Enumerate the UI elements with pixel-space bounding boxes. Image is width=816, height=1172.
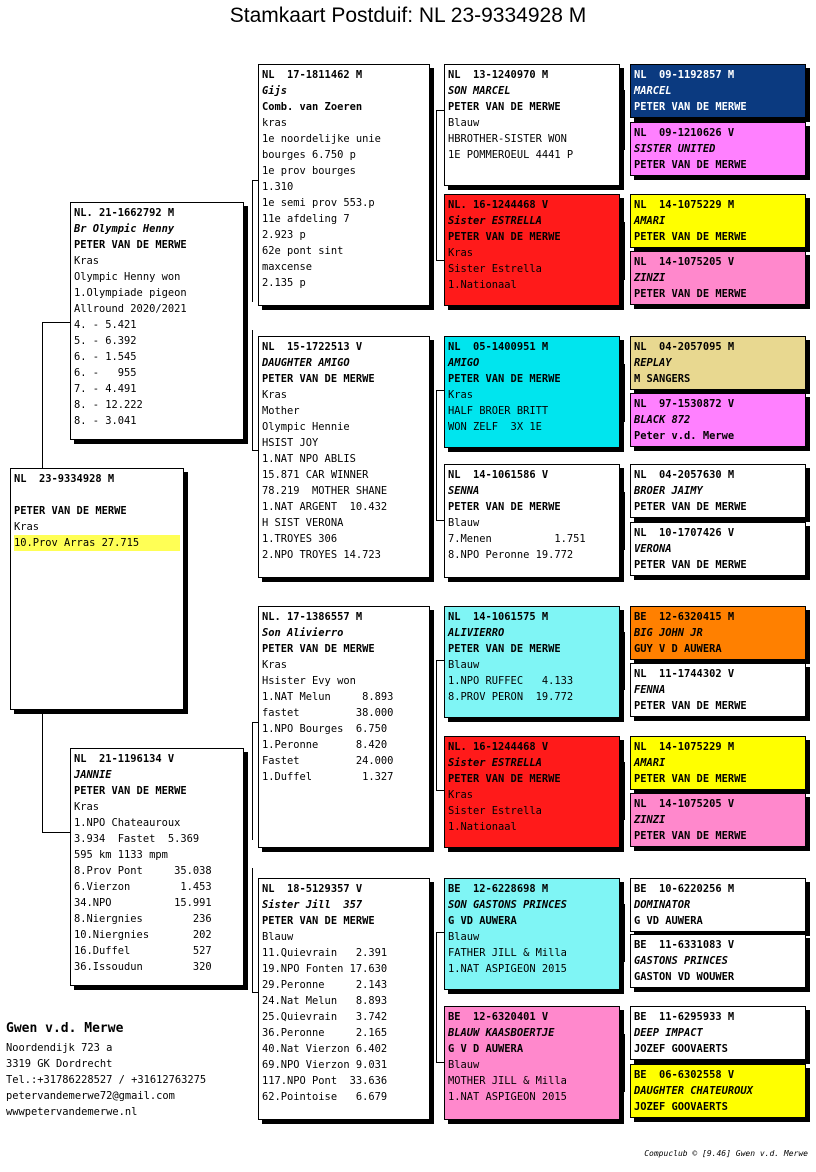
pigeon-info-line: M SANGERS: [634, 373, 691, 385]
pigeon-card-mother-mother[interactable]: [258, 878, 430, 1120]
ring-number: BE 06-6302558 V: [634, 1069, 735, 1081]
pigeon-info-line: Blauw: [448, 931, 480, 943]
pigeon-info-line: 1.Duffel 1.327: [262, 771, 394, 783]
footer-credit: Compuclub © [9.46] Gwen v.d. Merwe: [644, 1149, 808, 1158]
pigeon-info-line: 1.NPO Bourges 6.750: [262, 723, 388, 735]
pigeon-info-line: Sister Estrella: [448, 263, 542, 275]
pigeon-info-line: Kras: [448, 789, 474, 801]
connector-line: [624, 222, 625, 280]
ring-number: NL. 16-1244468 V: [448, 741, 549, 753]
pigeon-name: AMARI: [634, 215, 666, 227]
pigeon-info-line: 1e prov bourges: [262, 165, 356, 177]
pigeon-card-gen4-10[interactable]: [630, 663, 806, 717]
pigeon-info-line: 8. - 12.222: [74, 399, 143, 411]
pigeon-card-gen3-8[interactable]: [444, 1006, 620, 1120]
pigeon-name: Sister ESTRELLA: [448, 757, 542, 769]
pigeon-card-gen3-3[interactable]: [444, 336, 620, 448]
pigeon-info-line: 11e afdeling 7: [262, 213, 350, 225]
ring-number: NL 14-1075229 M: [634, 741, 735, 753]
connector-line: [436, 260, 444, 261]
pigeon-info-line: 8.NPO Peronne 19.772: [448, 549, 574, 561]
pigeon-info-line: Sister Estrella: [448, 805, 542, 817]
pigeon-info-line: 1.NAT NPO ABLIS: [262, 453, 356, 465]
pigeon-card-gen4-9[interactable]: [630, 606, 806, 660]
ring-number: NL 04-2057095 M: [634, 341, 735, 353]
connector-line: [252, 330, 253, 450]
connector-line: [436, 390, 437, 520]
connector-line: [436, 110, 437, 260]
pigeon-info-line: bourges 6.750 p: [262, 149, 356, 161]
pigeon-info-line: H SIST VERONA: [262, 517, 344, 529]
pigeon-card-gen4-2[interactable]: [630, 122, 806, 176]
pigeon-info-line: Blauw: [448, 1059, 480, 1071]
pigeon-name: BLACK 872: [634, 414, 691, 426]
pigeon-info-line: PETER VAN DE MERWE: [448, 773, 561, 785]
pigeon-card-father-mother[interactable]: [258, 336, 430, 578]
pigeon-info-line: 1.NAT ASPIGEON 2015: [448, 963, 567, 975]
ring-number: NL 21-1196134 V: [74, 753, 175, 765]
pigeon-info-line: G VD AUWERA: [448, 915, 517, 927]
pigeon-info-line: HSIST JOY: [262, 437, 319, 449]
pigeon-info-line: 1e semi prov 553.p: [262, 197, 375, 209]
connector-line: [624, 904, 625, 962]
connector-line: [436, 1062, 444, 1063]
pigeon-card-gen4-4[interactable]: [630, 251, 806, 305]
pigeon-info-line: Fastet 24.000: [262, 755, 394, 767]
pigeon-card-gen4-3[interactable]: [630, 194, 806, 248]
breeder-info: [6, 1018, 206, 1120]
ring-number: BE 10-6220256 M: [634, 883, 735, 895]
pigeon-info-line: PETER VAN DE MERWE: [262, 915, 375, 927]
pigeon-card-gen4-15[interactable]: [630, 1006, 806, 1060]
connector-line: [42, 322, 70, 323]
pigeon-name: BIG JOHN JR: [634, 627, 703, 639]
pigeon-info-line: PETER VAN DE MERWE: [448, 231, 561, 243]
pigeon-info-line: HALF BROER BRITT: [448, 405, 549, 417]
pigeon-name: DOMINATOR: [634, 899, 691, 911]
pigeon-info-line: 1.NAT ASPIGEON 2015: [448, 1091, 567, 1103]
pigeon-card-gen3-5[interactable]: [444, 606, 620, 718]
pigeon-info-line: kras: [262, 117, 288, 129]
pigeon-name: AMARI: [634, 757, 666, 769]
pigeon-info-line: 595 km 1133 mpm: [74, 849, 168, 861]
pigeon-card-main[interactable]: [10, 468, 184, 710]
connector-line: [42, 712, 43, 832]
pigeon-info-line: 36.Issoudun 320: [74, 961, 212, 973]
pigeon-info-line: 1.Nationaal: [448, 279, 517, 291]
pigeon-info-line: 3.934 Fastet 5.369: [74, 833, 200, 845]
pigeon-info-line: Hsister Evy won: [262, 675, 356, 687]
pigeon-info-line: PETER VAN DE MERWE: [634, 159, 747, 171]
ring-number: NL 14-1075229 M: [634, 199, 735, 211]
pigeon-info-line: 10.Prov Arras 27.715: [14, 535, 180, 551]
pigeon-info-line: 25.Quievrain 3.742: [262, 1011, 388, 1023]
pigeon-info-line: PETER VAN DE MERWE: [262, 643, 375, 655]
pigeon-info-line: 2.923 p: [262, 229, 306, 241]
pigeon-info-line: MOTHER JILL & Milla: [448, 1075, 567, 1087]
pigeon-info-line: Peter v.d. Merwe: [634, 430, 735, 442]
connector-line: [624, 492, 625, 550]
pigeon-info-line: 8.PROV PERON 19.772: [448, 691, 574, 703]
pigeon-info-line: [14, 487, 180, 503]
pigeon-card-gen3-7[interactable]: [444, 878, 620, 990]
pigeon-info-line: PETER VAN DE MERWE: [634, 288, 747, 300]
pigeon-name: SON MARCEL: [448, 85, 511, 97]
pigeon-info-line: 62e pont sint: [262, 245, 344, 257]
pigeon-card-gen4-6[interactable]: [630, 393, 806, 447]
pigeon-info-line: 1.NAT Melun 8.893: [262, 691, 394, 703]
pigeon-info-line: Blauw: [448, 117, 480, 129]
ring-number: NL 13-1240970 M: [448, 69, 549, 81]
pigeon-name: SENNA: [448, 485, 480, 497]
ring-number: NL 15-1722513 V: [262, 341, 363, 353]
pigeon-info-line: PETER VAN DE MERWE: [634, 773, 747, 785]
pigeon-name: ALIVIERRO: [448, 627, 505, 639]
pigeon-info-line: Comb. van Zoeren: [262, 101, 363, 113]
pigeon-name: ZINZI: [634, 272, 666, 284]
pigeon-info-line: JOZEF GOOVAERTS: [634, 1101, 728, 1113]
pigeon-info-line: 2.NPO TROYES 14.723: [262, 549, 381, 561]
pigeon-info-line: Kras: [74, 801, 100, 813]
connector-line: [624, 364, 625, 422]
pigeon-info-line: PETER VAN DE MERWE: [634, 101, 747, 113]
connector-line: [436, 660, 437, 790]
ring-number: NL 14-1075205 V: [634, 256, 735, 268]
pigeon-card-mother[interactable]: [70, 748, 244, 986]
connector-line: [436, 790, 444, 791]
pigeon-info-line: PETER VAN DE MERWE: [634, 559, 747, 571]
pigeon-info-line: GASTON VD WOUWER: [634, 971, 735, 983]
pigeon-info-line: PETER VAN DE MERWE: [262, 373, 375, 385]
pigeon-info-line: Kras: [262, 389, 288, 401]
pigeon-info-line: 4. - 5.421: [74, 319, 137, 331]
pigeon-info-line: maxcense: [262, 261, 313, 273]
pigeon-info-line: 1.NPO RUFFEC 4.133: [448, 675, 574, 687]
pigeon-info-line: 8.Prov Pont 35.038: [74, 865, 212, 877]
breeder-name: Gwen v.d. Merwe: [6, 1021, 124, 1036]
pigeon-info-line: 7. - 4.491: [74, 383, 137, 395]
pigeon-info-line: Kras: [448, 247, 474, 259]
connector-line: [624, 1034, 625, 1092]
pigeon-name: MARCEL: [634, 85, 672, 97]
pigeon-info-line: 8.Niergnies 236: [74, 913, 212, 925]
ring-number: NL. 21-1662792 M: [74, 207, 175, 219]
pigeon-info-line: PETER VAN DE MERWE: [448, 501, 561, 513]
pigeon-card-gen3-1[interactable]: [444, 64, 620, 186]
breeder-address-line2: 3319 GK Dordrecht: [6, 1058, 113, 1070]
pigeon-card-father-father[interactable]: [258, 64, 430, 306]
pigeon-info-line: 19.NPO Fonten 17.630: [262, 963, 388, 975]
pigeon-name: Br Olympic Henny: [74, 223, 175, 235]
breeder-address-line1: Noordendijk 723 a: [6, 1042, 113, 1054]
pigeon-info-line: PETER VAN DE MERWE: [448, 373, 561, 385]
pigeon-info-line: 78.219 MOTHER SHANE: [262, 485, 388, 497]
pigeon-info-line: 11.Quievrain 2.391: [262, 947, 388, 959]
ring-number: NL. 16-1244468 V: [448, 199, 549, 211]
ring-number: BE 11-6331083 V: [634, 939, 735, 951]
ring-number: BE 12-6320401 V: [448, 1011, 549, 1023]
pigeon-info-line: 1.TROYES 306: [262, 533, 338, 545]
pigeon-info-line: Kras: [448, 389, 474, 401]
pigeon-info-line: 6. - 955: [74, 367, 137, 379]
pigeon-info-line: 1.NAT ARGENT 10.432: [262, 501, 388, 513]
ring-number: NL 04-2057630 M: [634, 469, 735, 481]
pigeon-info-line: 5. - 6.392: [74, 335, 137, 347]
pigeon-card-gen4-8[interactable]: [630, 522, 806, 576]
pigeon-card-gen4-13[interactable]: [630, 878, 806, 932]
pigeon-info-line: PETER VAN DE MERWE: [74, 239, 187, 251]
connector-line: [42, 322, 43, 468]
pigeon-info-line: 10.Niergnies 202: [74, 929, 212, 941]
pigeon-info-line: 29.Peronne 2.143: [262, 979, 388, 991]
pigeon-card-gen3-4[interactable]: [444, 464, 620, 578]
pigeon-name: DEEP IMPACT: [634, 1027, 703, 1039]
pigeon-info-line: Blauw: [448, 659, 480, 671]
ring-number: NL 10-1707426 V: [634, 527, 735, 539]
pigeon-name: Gijs: [262, 85, 288, 97]
ring-number: BE 12-6320415 M: [634, 611, 735, 623]
pigeon-name: REPLAY: [634, 357, 672, 369]
connector-line: [624, 762, 625, 820]
ring-number: NL 05-1400951 M: [448, 341, 549, 353]
pigeon-info-line: Kras: [262, 659, 288, 671]
pigeon-info-line: 1.Peronne 8.420: [262, 739, 388, 751]
pigeon-name: Sister Jill 357: [262, 899, 363, 911]
pigeon-info-line: PETER VAN DE MERWE: [448, 101, 561, 113]
pigeon-card-gen4-16[interactable]: [630, 1064, 806, 1118]
ring-number: NL 97-1530872 V: [634, 398, 735, 410]
pigeon-info-line: Kras: [14, 521, 40, 533]
pigeon-name: GASTONS PRINCES: [634, 955, 728, 967]
pigeon-info-line: 1.Olympiade pigeon: [74, 287, 187, 299]
pigeon-info-line: PETER VAN DE MERWE: [634, 700, 747, 712]
pigeon-name: SON GASTONS PRINCES: [448, 899, 567, 911]
ring-number: BE 12-6228698 M: [448, 883, 549, 895]
pigeon-card-gen4-11[interactable]: [630, 736, 806, 790]
pigeon-info-line: FATHER JILL & Milla: [448, 947, 567, 959]
pigeon-info-line: 40.Nat Vierzon 6.402: [262, 1043, 388, 1055]
pigeon-info-line: 7.Menen 1.751: [448, 533, 586, 545]
connector-line: [252, 868, 253, 992]
pigeon-info-line: WON ZELF 3X 1E: [448, 421, 542, 433]
pigeon-card-gen4-7[interactable]: [630, 464, 806, 518]
pigeon-name: DAUGHTER CHATEUROUX: [634, 1085, 753, 1097]
ring-number: NL 18-5129357 V: [262, 883, 363, 895]
pigeon-info-line: Kras: [74, 255, 100, 267]
pigeon-info-line: Blauw: [262, 931, 294, 943]
ring-number: NL 23-9334928 M: [14, 473, 115, 485]
connector-line: [436, 520, 444, 521]
pigeon-name: JANNIE: [74, 769, 112, 781]
pigeon-name: VERONA: [634, 543, 672, 555]
pigeon-info-line: PETER VAN DE MERWE: [448, 643, 561, 655]
pigeon-info-line: Olympic Henny won: [74, 271, 181, 283]
pigeon-info-line: GUY V D AUWERA: [634, 643, 722, 655]
pigeon-info-line: 8. - 3.041: [74, 415, 137, 427]
connector-line: [436, 390, 444, 391]
breeder-email[interactable]: petervandemerwe72@gmail.com: [6, 1090, 175, 1102]
connector-line: [436, 660, 444, 661]
pigeon-card-mother-father[interactable]: [258, 606, 430, 848]
pigeon-info-line: PETER VAN DE MERWE: [634, 231, 747, 243]
pigeon-info-line: 15.871 CAR WINNER: [262, 469, 369, 481]
ring-number: NL 09-1210626 V: [634, 127, 735, 139]
ring-number: NL 14-1061575 M: [448, 611, 549, 623]
pigeon-info-line: PETER VAN DE MERWE: [634, 501, 747, 513]
pigeon-info-line: Blauw: [448, 517, 480, 529]
connector-line: [624, 632, 625, 690]
pigeon-info-line: 6.Vierzon 1.453: [74, 881, 212, 893]
pigeon-name: BLAUW KAASBOERTJE: [448, 1027, 555, 1039]
pigeon-card-gen3-6[interactable]: [444, 736, 620, 848]
pigeon-info-line: PETER VAN DE MERWE: [74, 785, 187, 797]
pigeon-card-gen4-1[interactable]: [630, 64, 806, 118]
pigeon-card-gen3-2[interactable]: [444, 194, 620, 306]
pigeon-info-line: JOZEF GOOVAERTS: [634, 1043, 728, 1055]
pigeon-info-line: Olympic Hennie: [262, 421, 350, 433]
pigeon-info-line: Mother: [262, 405, 300, 417]
pigeon-info-line: HBROTHER-SISTER WON: [448, 133, 567, 145]
pigeon-info-line: 36.Peronne 2.165: [262, 1027, 388, 1039]
pigeon-info-line: 6. - 1.545: [74, 351, 137, 363]
ring-number: BE 11-6295933 M: [634, 1011, 735, 1023]
connector-line: [436, 932, 444, 933]
pigeon-info-line: 69.NPO Vierzon 9.031: [262, 1059, 388, 1071]
pigeon-info-line: 2.135 p: [262, 277, 306, 289]
pigeon-info-line: 1.NPO Chateauroux: [74, 817, 181, 829]
connector-line: [42, 832, 70, 833]
pigeon-name: BROER JAIMY: [634, 485, 703, 497]
pigeon-name: FENNA: [634, 684, 666, 696]
pigeon-card-gen4-14[interactable]: [630, 934, 806, 988]
ring-number: NL 14-1075205 V: [634, 798, 735, 810]
pigeon-name: Sister ESTRELLA: [448, 215, 542, 227]
pigeon-info-line: G V D AUWERA: [448, 1043, 524, 1055]
pigeon-name: AMIGO: [448, 357, 480, 369]
pigeon-info-line: G VD AUWERA: [634, 915, 703, 927]
ring-number: NL. 17-1386557 M: [262, 611, 363, 623]
connector-line: [252, 722, 253, 840]
pigeon-info-line: 34.NPO 15.991: [74, 897, 212, 909]
ring-number: NL 09-1192857 M: [634, 69, 735, 81]
pigeon-info-line: PETER VAN DE MERWE: [14, 505, 127, 517]
breeder-website[interactable]: wwwpetervandemerwe.nl: [6, 1106, 138, 1118]
pigeon-name: DAUGHTER AMIGO: [262, 357, 350, 369]
connector-line: [252, 180, 253, 302]
ring-number: NL 11-1744302 V: [634, 668, 735, 680]
ring-number: NL 14-1061586 V: [448, 469, 549, 481]
pigeon-info-line: 16.Duffel 527: [74, 945, 212, 957]
pigeon-info-line: 1e noordelijke unie: [262, 133, 381, 145]
connector-line: [436, 932, 437, 1062]
pigeon-info-line: 24.Nat Melun 8.893: [262, 995, 388, 1007]
pigeon-info-line: 117.NPO Pont 33.636: [262, 1075, 388, 1087]
pigeon-info-line: 62.Pointoise 6.679: [262, 1091, 388, 1103]
pigeon-info-line: 1E POMMEROEUL 4441 P: [448, 149, 574, 161]
connector-line: [436, 110, 444, 111]
pigeon-card-gen4-5[interactable]: [630, 336, 806, 390]
ring-number: NL 17-1811462 M: [262, 69, 363, 81]
pigeon-info-line: 1.310: [262, 181, 294, 193]
pigeon-name: ZINZI: [634, 814, 666, 826]
pigeon-info-line: PETER VAN DE MERWE: [634, 830, 747, 842]
pigeon-info-line: 1.Nationaal: [448, 821, 517, 833]
pigeon-name: Son Alivierro: [262, 627, 344, 639]
pigeon-info-line: fastet 38.000: [262, 707, 394, 719]
pigeon-card-gen4-12[interactable]: [630, 793, 806, 847]
pigeon-name: SISTER UNITED: [634, 143, 716, 155]
pigeon-card-father[interactable]: [70, 202, 244, 440]
pigeon-info-line: Allround 2020/2021: [74, 303, 187, 315]
connector-line: [624, 90, 625, 150]
breeder-phone: Tel.:+31786228527 / +31612763275: [6, 1074, 207, 1086]
page-title: Stamkaart Postduif: NL 23-9334928 M: [229, 4, 587, 27]
